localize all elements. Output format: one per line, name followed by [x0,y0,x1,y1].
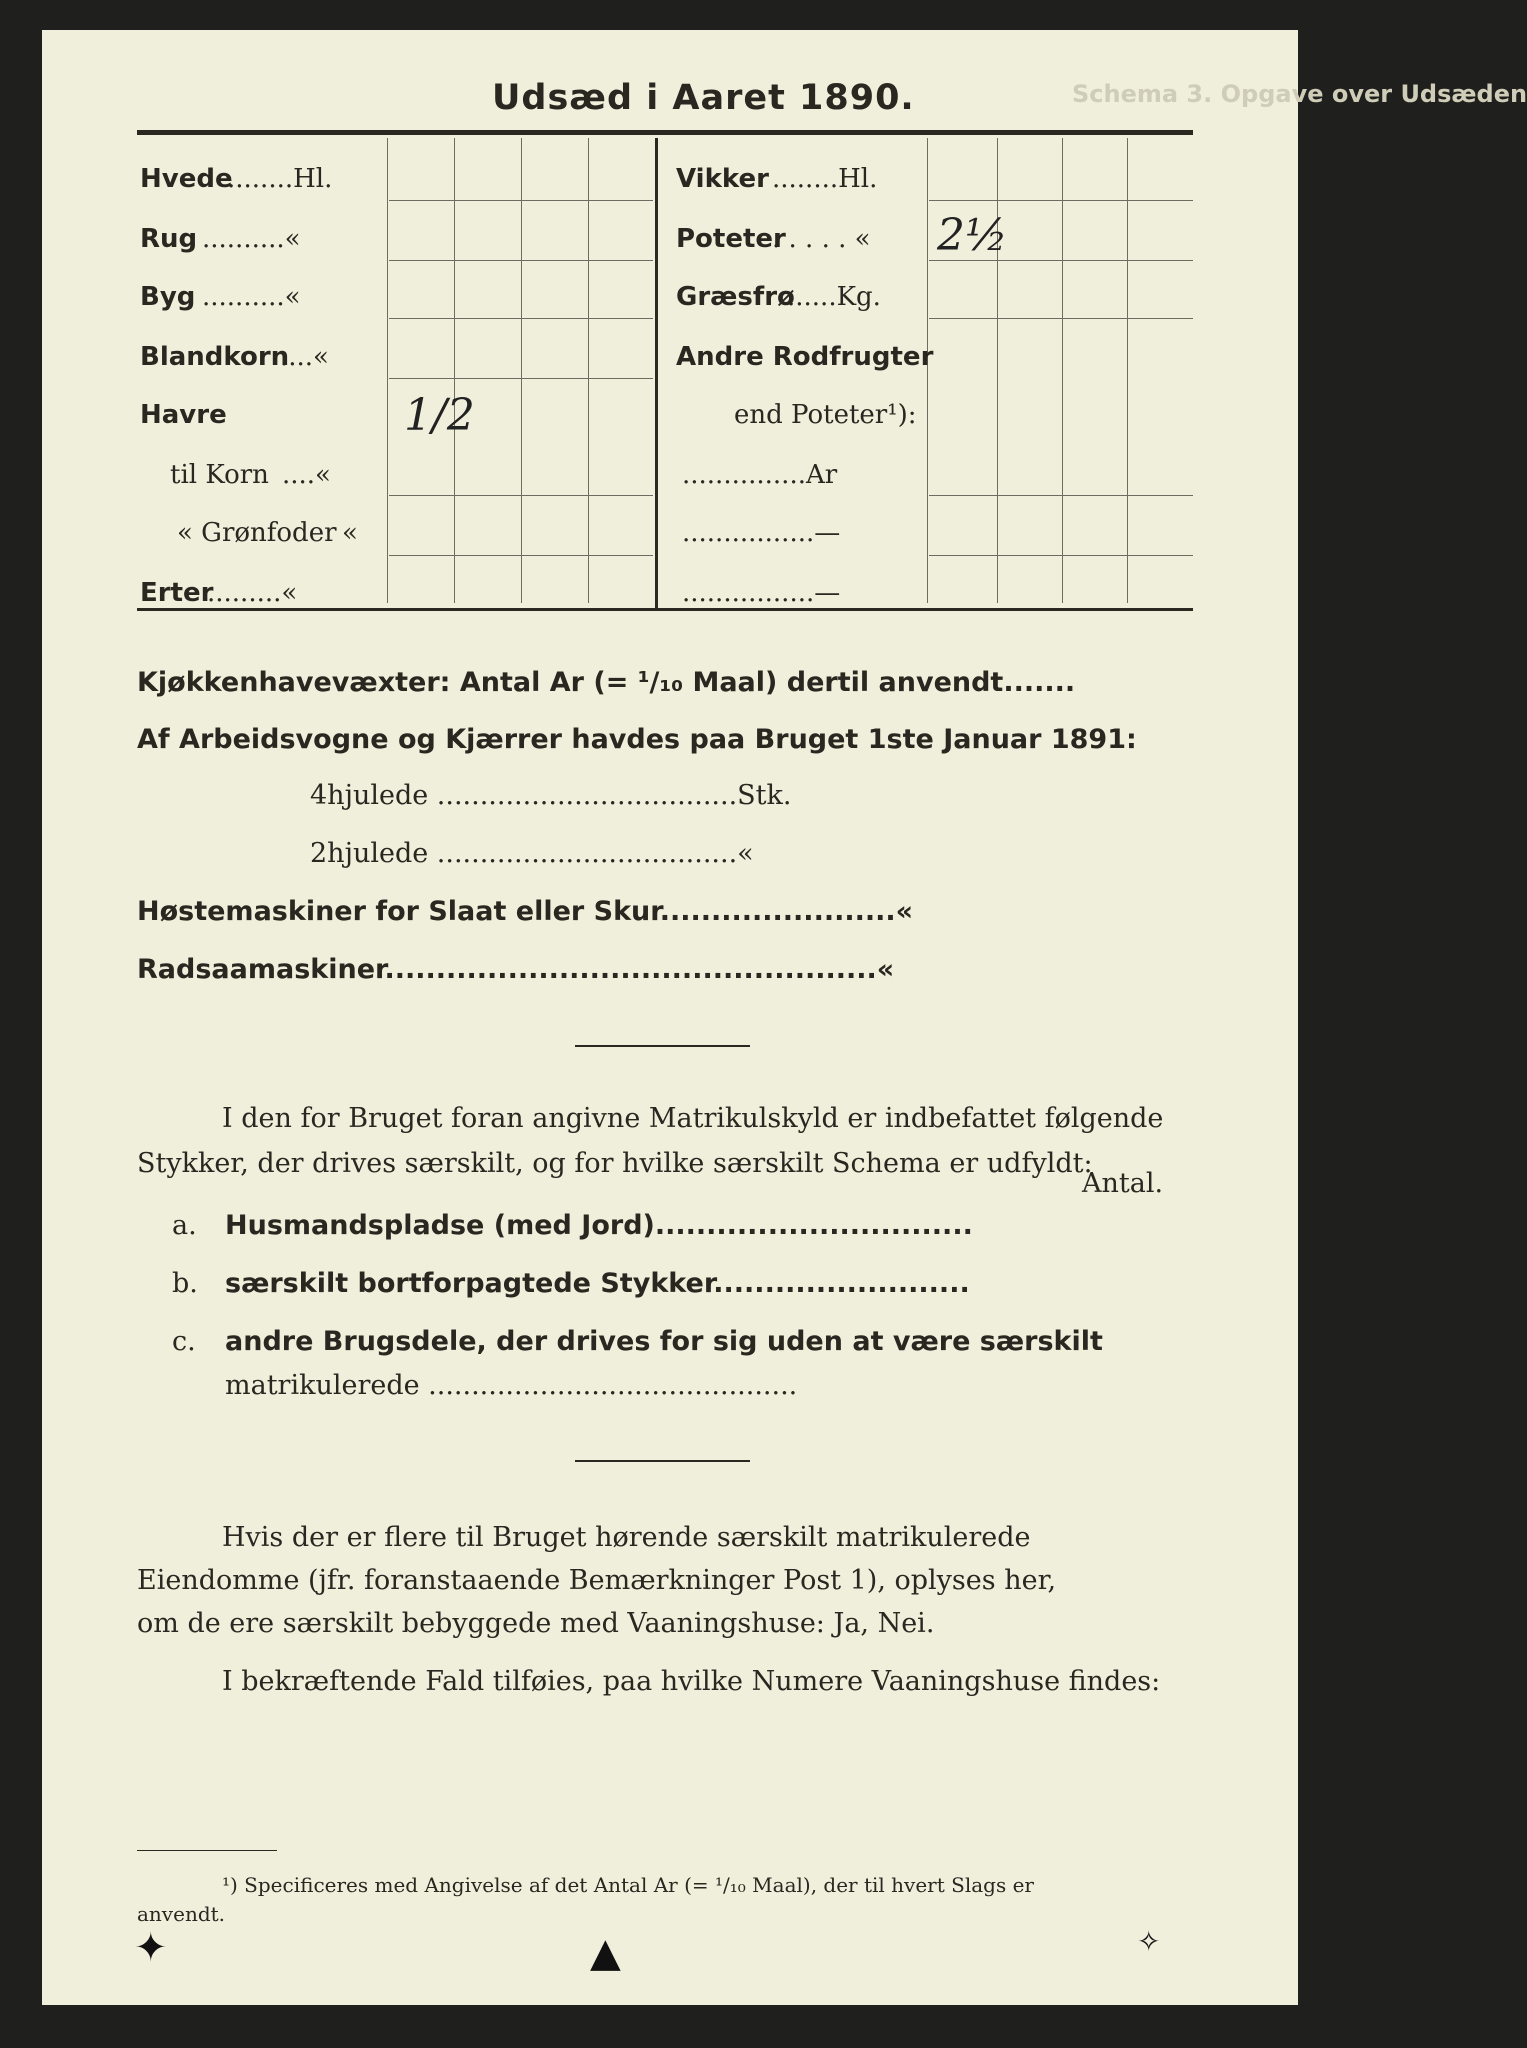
item-b-letter: b. [172,1268,198,1299]
row-unit-gronfoder: « [342,518,358,548]
row-label-vikker: Vikker [676,164,769,194]
row-unit-blank-2: ................— [682,578,841,608]
item-c-letter: c. [172,1326,196,1357]
form-page [42,30,1527,2005]
cell-line [389,495,653,496]
cell-line [929,200,1193,201]
cell-line [389,260,653,261]
wagons-heading: Af Arbeidsvogne og Kjærrer havdes paa Bruget 1ste Januar 1891: [137,724,1137,755]
row-label-graesfro: Græsfrø [676,282,795,312]
table-bottom-rule [137,608,1193,611]
column-divider [588,138,589,603]
row-label-poteter: Poteter [676,224,786,254]
vaaningshuse-line-2: Eiendomme (jfr. foranstaaende Bemærkninger Post 1), oplyses her, [137,1565,1057,1596]
row-label-havre: Havre [140,400,227,430]
row-unit-hvede: ........Hl. [227,164,333,194]
item-c-text: andre Brugsdele, der drives for sig uden at være særskilt [225,1326,1103,1357]
poteter-value: 2½ [937,210,1008,261]
row-label-gronfoder: « Grønfoder [177,518,337,548]
row-unit-graesfro: ......Kg. [787,282,881,312]
cell-line [929,555,1193,556]
row-label-erter: Erter [140,578,214,608]
row-unit-til-korn: ....« [282,460,331,490]
footnote-rule [137,1850,277,1851]
cell-line [929,318,1193,319]
bleed-through-text: Schema 3. Opgave over Udsæden [1072,80,1527,108]
cell-line [389,200,653,201]
item-a-text: Husmandspladse (med Jord)............................... [225,1210,973,1241]
row-unit-blank-1: ................— [682,518,841,548]
row-unit-rug: ..........« [202,224,301,254]
row-unit-vikker: ........Hl. [772,164,878,194]
row-label-til-korn: til Korn [170,460,269,490]
wagon-4hjulede: 4hjulede ...................................Stk. [310,780,792,811]
page-title: Udsæd i Aaret 1890. [492,78,915,118]
column-divider [521,138,522,603]
table-center-rule [655,138,658,608]
kjokkenhave-label: Kjøkkenhavevæxter: Antal Ar (= ¹/₁₀ Maal) dertil anvendt....... [137,667,1076,698]
registration-mark: ▲ [590,1930,621,1976]
section-divider [575,1045,750,1047]
title-rule [137,130,1193,135]
row-unit-blandkorn: ....« [280,342,329,372]
havre-value: 1/2 [404,390,475,441]
row-unit-poteter: . . . . . « [772,224,871,254]
cell-line [929,495,1193,496]
row-label-end-poteter: end Poteter¹): [734,400,917,430]
cell-line [389,555,653,556]
column-divider [454,138,455,603]
row-label-byg: Byg [140,282,196,312]
matrikel-paragraph-line-2: Stykker, der drives særskilt, og for hvilke særskilt Schema er udfyldt: [137,1148,1093,1179]
footnote-line-1: ¹) Specificeres med Angivelse af det Antal Ar (= ¹/₁₀ Maal), der til hvert Slags er [222,1873,1034,1897]
column-divider [1062,138,1063,603]
hostemaskiner: Høstemaskiner for Slaat eller Skur.......................« [137,896,914,927]
vaaningshuse-line-4: I bekræftende Fald tilføies, paa hvilke Numere Vaaningshuse findes: [222,1666,1161,1697]
item-b-text: særskilt bortforpagtede Stykker......................... [225,1268,970,1299]
cell-line [389,378,653,379]
vaaningshuse-line-3: om de ere særskilt bebyggede med Vaaningshuse: Ja, Nei. [137,1608,935,1639]
column-divider [1127,138,1128,603]
item-c-text-line-2: matrikulerede ........................................... [225,1370,798,1401]
wagon-2hjulede: 2hjulede ...................................« [310,838,754,869]
antal-header: Antal. [1082,1168,1164,1199]
column-divider [997,138,998,603]
vaaningshuse-line-1: Hvis der er flere til Bruget hørende særskilt matrikulerede [222,1522,1031,1553]
row-label-andre-rodfrugter: Andre Rodfrugter [676,342,934,372]
registration-mark: ✦ [134,1925,168,1971]
column-divider [387,138,388,603]
row-label-hvede: Hvede [140,164,233,194]
radsaamaskiner: Radsaamaskiner................................................« [137,954,895,985]
registration-mark: ✧ [1137,1925,1161,1958]
cell-line [389,318,653,319]
footnote-line-2: anvendt. [137,1902,226,1926]
row-unit-ar: ...............Ar [682,460,838,490]
matrikel-paragraph-line-1: I den for Bruget foran angivne Matrikulskyld er indbefattet følgende [222,1103,1164,1134]
row-unit-byg: ..........« [202,282,301,312]
section-divider [575,1460,750,1462]
row-unit-erter: .........« [207,578,298,608]
row-label-blandkorn: Blandkorn [140,342,290,372]
row-label-rug: Rug [140,224,198,254]
item-a-letter: a. [172,1210,197,1241]
